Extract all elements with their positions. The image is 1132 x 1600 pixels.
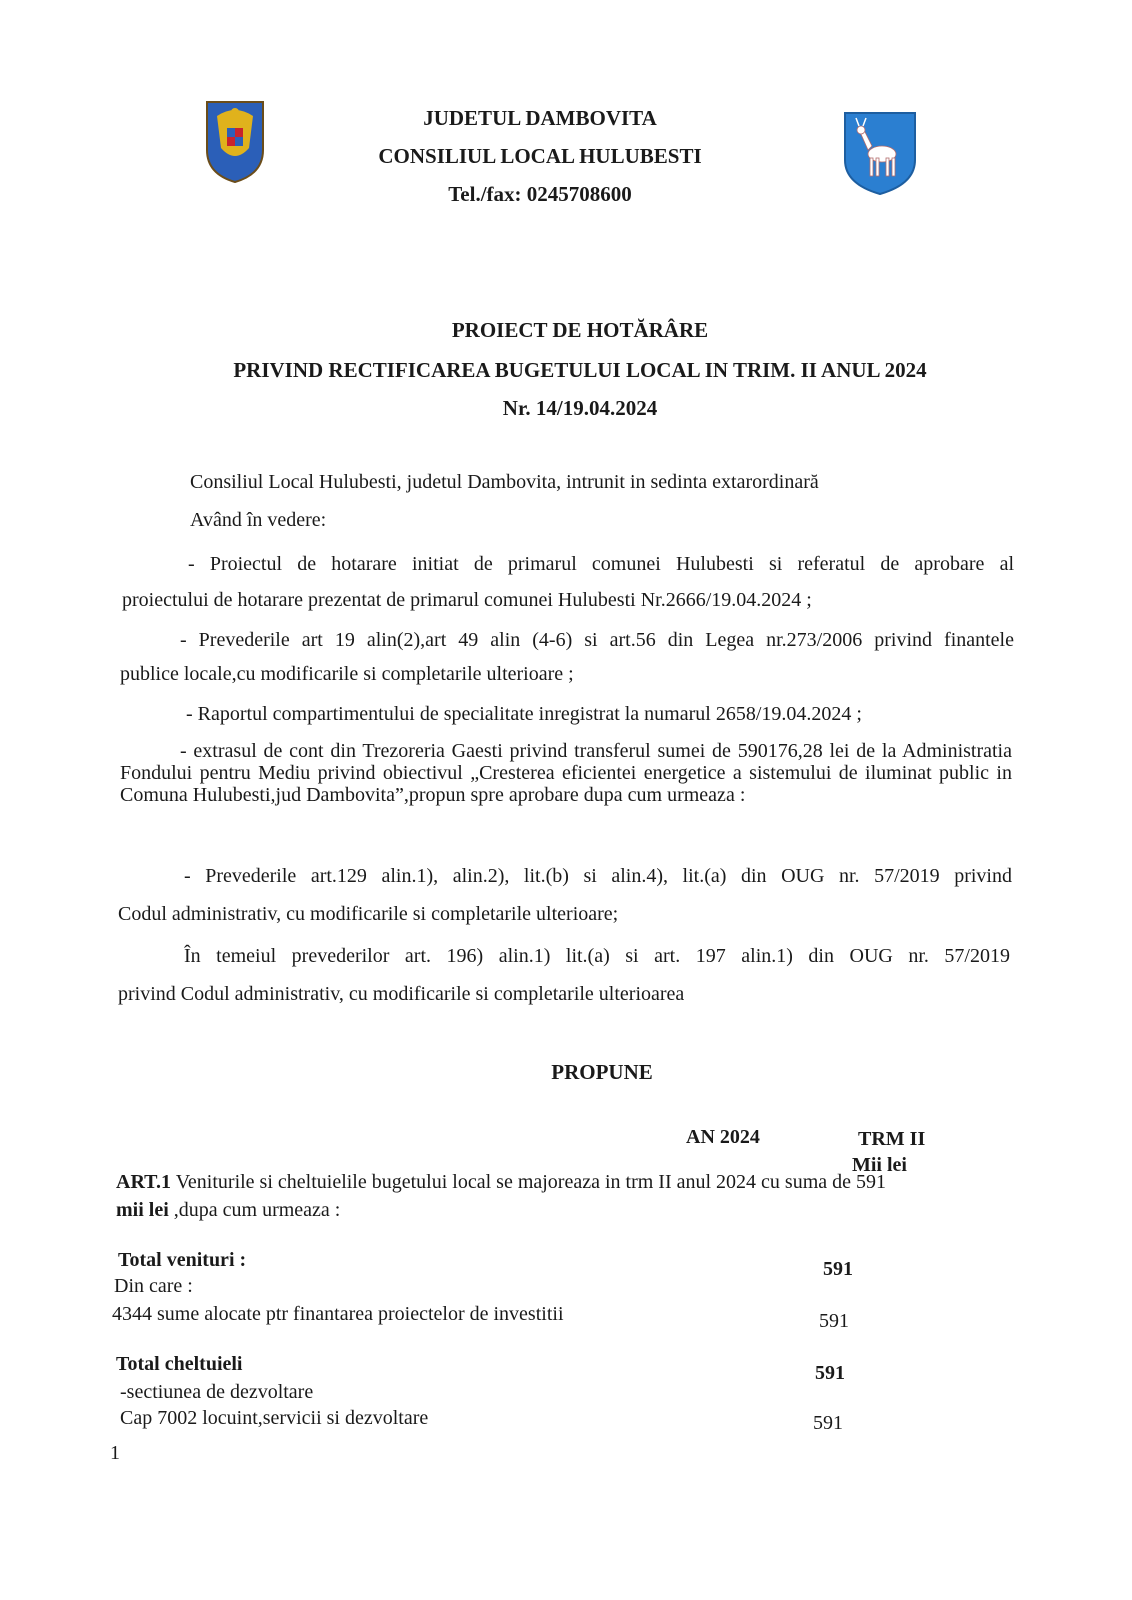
revenue-item-label: 4344 sume alocate ptr finantarea proiectelor de investitii bbox=[112, 1303, 564, 1325]
column-trm: TRM II bbox=[858, 1128, 926, 1150]
romania-coat-of-arms-icon bbox=[203, 98, 267, 184]
revenue-item-value: 591 bbox=[819, 1310, 849, 1332]
article-1-label: ART.1 bbox=[116, 1171, 172, 1193]
total-expenses-value: 591 bbox=[815, 1362, 845, 1384]
page-number: 1 bbox=[110, 1442, 120, 1464]
item-3: - Raportul compartimentului de specialitate inregistrat la numarul 2658/19.04.2024 ; bbox=[186, 703, 862, 725]
article-1-text-cont: ,dupa cum urmeaza : bbox=[168, 1199, 341, 1221]
county-heading: JUDETUL DAMBOVITA bbox=[423, 106, 657, 130]
expense-item-value: 591 bbox=[813, 1412, 843, 1434]
article-1-unit: mii lei bbox=[116, 1199, 169, 1221]
item-2-line-1: - Prevederile art 19 alin(2),art 49 alin (4-6) si art.56 din Legea nr.273/2006 privind finantele bbox=[180, 629, 1014, 651]
total-revenue-value: 591 bbox=[823, 1258, 853, 1280]
item-2-line-2: publice locale,cu modificarile si completarile ulterioare ; bbox=[120, 663, 574, 685]
document-number: Nr. 14/19.04.2024 bbox=[502, 396, 658, 420]
development-section-label: -sectiunea de dezvoltare bbox=[120, 1381, 314, 1403]
item-5-line-2: Codul administrativ, cu modificarile si completarile ulterioare; bbox=[118, 903, 619, 925]
total-revenue-label: Total venituri : bbox=[118, 1249, 247, 1271]
article-1-line-2 bbox=[116, 1198, 340, 1222]
council-heading: CONSILIUL LOCAL HULUBESTI bbox=[378, 144, 702, 168]
item-5-line-1: - Prevederile art.129 alin.1), alin.2), lit.(b) si alin.4), lit.(a) din OUG nr. 57/2019 privind bbox=[184, 865, 1012, 887]
item-1-line-1: - Proiectul de hotarare initiat de primarul comunei Hulubesti si referatul de aprobare al bbox=[188, 553, 1014, 575]
item-1-line-2: proiectului de hotarare prezentat de primarul comunei Hulubesti Nr.2666/19.04.2024 ; bbox=[122, 589, 812, 611]
of-which-label: Din care : bbox=[114, 1275, 193, 1297]
document-title: PROIECT DE HOTĂRÂRE bbox=[451, 318, 709, 342]
hulubesti-coat-of-arms-icon bbox=[842, 110, 918, 196]
article-1-line-1 bbox=[116, 1170, 886, 1194]
item-6-line-2: privind Codul administrativ, cu modificarile si completarile ulterioarea bbox=[118, 983, 685, 1005]
document-subtitle: PRIVIND RECTIFICAREA BUGETULUI LOCAL IN TRIM. II ANUL 2024 bbox=[233, 358, 927, 382]
expense-item-label: Cap 7002 locuint,servicii si dezvoltare bbox=[120, 1407, 429, 1429]
article-1-text: Veniturile si cheltuielile bugetului local se majoreaza in trm II anul 2024 cu suma de 591 bbox=[175, 1171, 887, 1193]
phone-fax: Tel./fax: 0245708600 bbox=[448, 182, 632, 206]
unit-label: Mii lei bbox=[852, 1154, 907, 1176]
intro-paragraph: Consiliul Local Hulubesti, judetul Dambovita, intrunit in sedinta extarordinară bbox=[190, 471, 819, 493]
total-expenses-label: Total cheltuieli bbox=[116, 1353, 243, 1375]
item-6-line-1: În temeiul prevederilor art. 196) alin.1) lit.(a) si art. 197 alin.1) din OUG nr. 57/2019 bbox=[184, 945, 1010, 967]
proposal-heading: PROPUNE bbox=[551, 1060, 653, 1084]
column-year: AN 2024 bbox=[686, 1126, 760, 1148]
item-4: - extrasul de cont din Trezoreria Gaesti privind transferul sumei de 590176,28 lei de la Administratia Fondului pentru Mediu privind obiectivul „Cresterea eficientei energetice a sistemului de iluminat public in Comuna Hulubesti,jud Dambovita”,propun spre aprobare dupa cum urmeaza : bbox=[120, 740, 1012, 806]
having-in-view: Având în vedere: bbox=[190, 509, 327, 531]
